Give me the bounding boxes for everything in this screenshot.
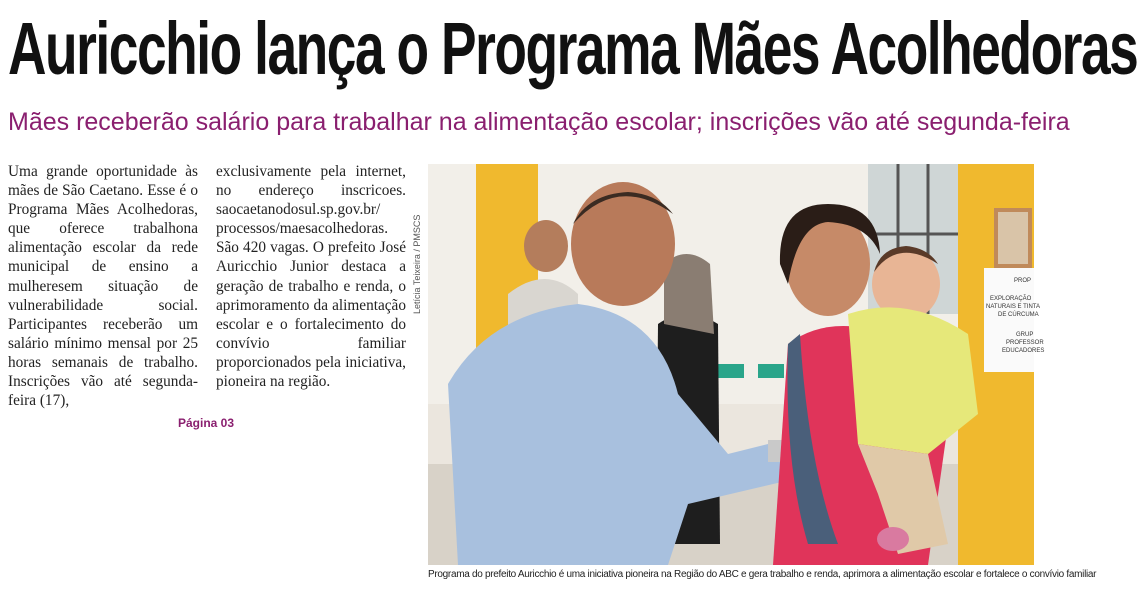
sign-line: EXPLORAÇÃO [990, 296, 1032, 302]
article-column-1: Uma grande oportunidade às mães de São Caetano. Esse é o Programa Mães Acolhedoras, que oferece trabalhona alimentação escolar da rede municipal de ensino a mulheresem situação de vulnerabilidade social. Participantes receberão um salário mínimo mensal por 25 horas semanais de trabalho. Inscrições vão até segunda-feira (17), [8, 163, 198, 410]
sign-line: PROFESSOR [1006, 340, 1044, 346]
sign-line: PROP [1014, 278, 1032, 284]
headline: Auricchio lança o Programa Mães Acolhedoras [8, 7, 1137, 90]
photo-illustration [428, 164, 1045, 565]
sign-line: NATURAIS E TINTA [986, 304, 1041, 310]
article-photo [428, 164, 1045, 565]
sign-line: GRUP [1016, 332, 1034, 338]
sign-line: DE CÚRCUMA [998, 312, 1039, 318]
page-reference-link[interactable]: Página 03 [178, 416, 235, 430]
sign-line: EDUCADORES [1002, 348, 1045, 354]
photo-credit: Letícia Teixeira / PMSCS [412, 214, 422, 314]
article-column-2: exclusivamente pela internet, no endereço inscricoes. saocaetanodosul.sp.gov.br/ processos/maesacolhedoras. São 420 vagas. O prefeito José Auricchio Junior destaca a geração de trabalho e renda, o aprimoramento da alimentação escolar e o fortalecimento do convívio familiar proporcionados pela iniciativa, pioneira na região. [216, 163, 406, 391]
photo-caption: Programa do prefeito Auricchio é uma iniciativa pioneira na Região do ABC e gera trabalho e renda, aprimora a alimentação escolar e fortalece o convívio familiar [428, 569, 1097, 580]
subheadline: Mães receberão salário para trabalhar na alimentação escolar; inscrições vão até segunda-feira [8, 108, 1070, 136]
wall-sign [984, 268, 1044, 372]
